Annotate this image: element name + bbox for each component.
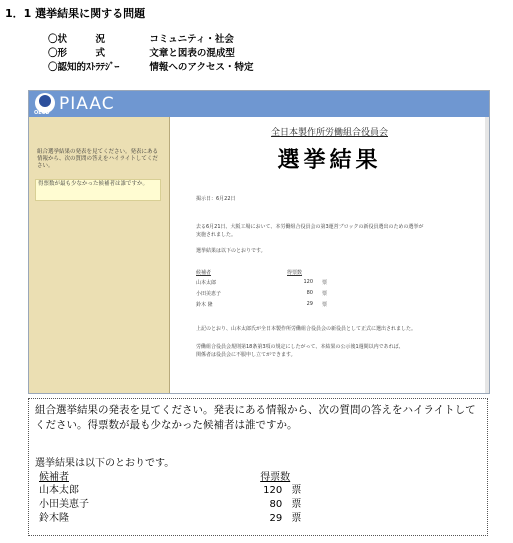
question-intro: 選挙結果は以下のとおりです。 xyxy=(35,458,175,469)
header-candidate: 候補者 xyxy=(39,472,69,483)
doc-row-unit: 票 xyxy=(322,302,328,308)
document-para1-line1: 去る6月21日、大阪工場において、本労働組合役員会の第3運営ブロックの新役員選出のための選挙が xyxy=(196,224,424,230)
meta-strategy xyxy=(48,59,254,73)
doc-row-votes[interactable]: 80 xyxy=(306,290,313,296)
document-pane[interactable] xyxy=(170,117,489,393)
vote-unit: 票 xyxy=(291,485,302,496)
oecd-logo-inner-icon xyxy=(39,95,51,107)
meta-key: 〇状 況 xyxy=(48,34,106,45)
document-para4-line2: 関係者は役員会に不服申し立てができます。 xyxy=(196,352,296,358)
table-row xyxy=(39,509,301,524)
document-para2: 選挙結果は以下のとおりです。 xyxy=(196,248,266,254)
candidate-name: 小田美恵子 xyxy=(39,499,89,510)
meta-key: 〇認知的ｽﾄﾗﾃｼﾞｰ xyxy=(48,62,120,73)
candidate-name: 山本太郎 xyxy=(39,485,79,496)
doc-row-name[interactable]: 鈴木 隆 xyxy=(196,302,213,308)
table-row xyxy=(39,495,301,510)
doc-row-unit: 票 xyxy=(322,291,328,297)
header-bar xyxy=(29,91,489,117)
scrollbar[interactable] xyxy=(485,117,489,393)
document-para1-line2: 実施されました。 xyxy=(196,232,237,238)
question-box xyxy=(28,398,488,536)
meta-situation xyxy=(48,31,234,45)
meta-key: 〇形 式 xyxy=(48,48,106,59)
instruction-pane xyxy=(29,117,170,393)
meta-value: コミュニティ・社会 xyxy=(149,34,234,45)
page-heading: 1．1 選挙結果に関する問題 xyxy=(5,7,146,20)
doc-header-candidate: 候補者 xyxy=(196,270,212,276)
vote-unit: 票 xyxy=(291,499,302,510)
piaac-logo: PIAAC xyxy=(59,94,115,114)
document-para4-line1: 労働組合役員会規則第18条第3項の規定にしたがって、本結果の公示後1週間以内であれば、 xyxy=(196,344,404,350)
vote-unit: 票 xyxy=(291,513,302,524)
doc-row-votes[interactable]: 120 xyxy=(303,279,313,285)
doc-row-name[interactable]: 小田美恵子 xyxy=(196,291,222,297)
vote-count: 29 xyxy=(269,513,283,524)
vote-count: 80 xyxy=(269,499,283,510)
meta-format xyxy=(48,45,235,59)
oecd-label: OECD xyxy=(34,110,50,116)
document-date: 掲示日：6月22日 xyxy=(196,196,236,202)
document-organization: 全日本製作所労働組合役員会 xyxy=(270,128,388,138)
meta-value: 情報へのアクセス・特定 xyxy=(149,62,254,73)
doc-row-votes[interactable]: 29 xyxy=(306,301,313,307)
header-votes: 得票数 xyxy=(260,472,291,483)
vote-count: 120 xyxy=(263,485,283,496)
instruction-text: 組合選挙結果の発表を見てください。発表にある情報から、次の質問の答えをハイライトしてください。 xyxy=(37,149,159,169)
task-screen xyxy=(28,90,490,394)
question-highlight-box: 得票数が最も少なかった候補者は誰ですか。 xyxy=(35,179,161,201)
candidate-name: 鈴木隆 xyxy=(39,513,69,524)
document-para3: 上記のとおり、山本太郎氏が全日本製作所労働組合役員会の新役員として正式に選出されました。 xyxy=(196,326,417,332)
document-title: 選挙結果 xyxy=(277,148,382,173)
doc-row-name[interactable]: 山本太郎 xyxy=(196,280,217,286)
doc-header-votes: 得票数 xyxy=(287,270,303,276)
question-text: 組合選挙結果の発表を見てください。発表にある情報から、次の質問の答えをハイライトしてください。得票数が最も少なかった候補者は誰ですか。 xyxy=(35,404,476,431)
meta-value: 文章と図表の混成型 xyxy=(149,48,235,59)
doc-row-unit: 票 xyxy=(322,280,328,286)
table-row xyxy=(39,481,301,496)
